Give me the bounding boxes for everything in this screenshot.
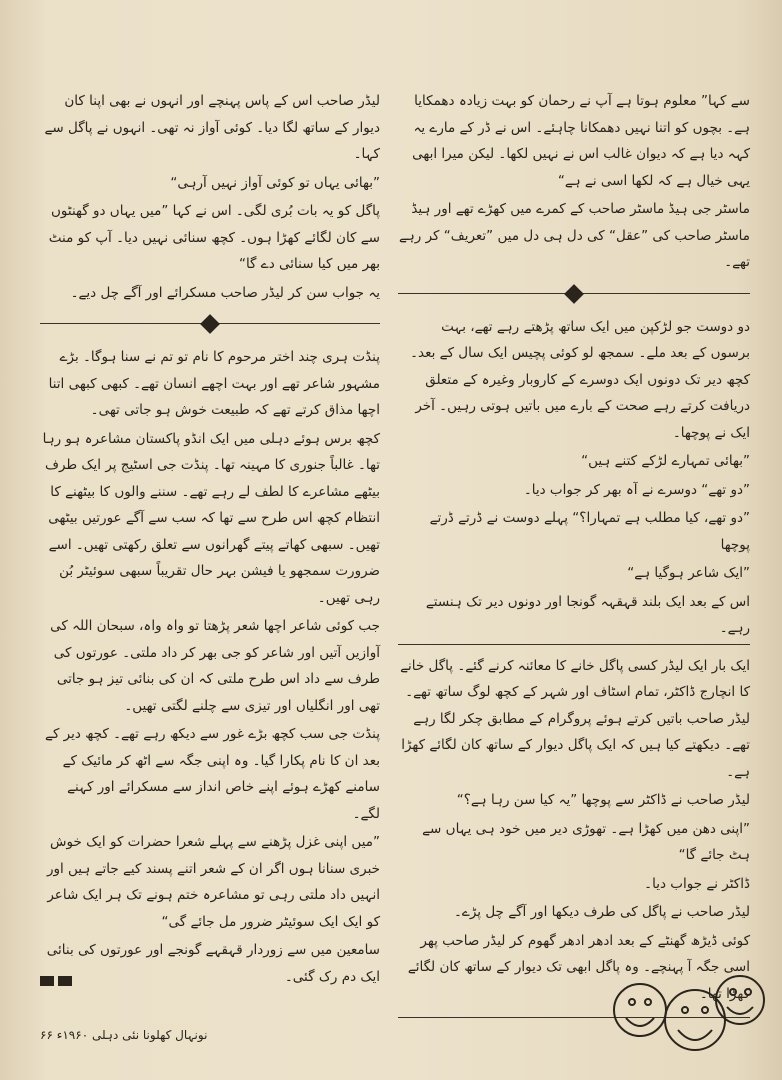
paragraph: ”دو تھے، کیا مطلب ہے تمہارا؟“ پہلے دوست نے ڈرتے ڈرتے پوچھا — [429, 510, 750, 553]
page-footer: نونہال کھلونا نئی دہلی ۱۹۶۰ء ۶۶ — [40, 1028, 208, 1042]
end-mark — [40, 976, 54, 986]
paragraph: ”ایک شاعر ہوگیا ہے“ — [627, 565, 750, 581]
paragraph: یہ جواب سن کر لیڈر صاحب مسکرائے اور آگے چل دیے۔ — [70, 284, 380, 301]
paragraph: ”بھائی یہاں تو کوئی آواز نہیں آرہی“ — [170, 174, 380, 191]
paragraph: کوئی ڈیڑھ گھنٹے کے بعد ادھر ادھر گھوم کر لیڈر صاحب پھر اسی جگہ آ پہنچے۔ وہ پاگل ابھی تک دیوار کے ساتھ کان لگائے کھڑا تھا۔ — [407, 932, 750, 1002]
paragraph: ”میں اپنی غزل پڑھنے سے پہلے شعرا حضرات کو ایک خوش خبری سنانا ہوں اگر ان کے شعر اتنے پسند کیے جاتے ہیں اور انہیں داد ملتی رہی تو مشاعرہ ختم ہونے تک ہر ایک شاعر کو ایک ایک سوئیٹر ضرور مل جائے گی“ — [46, 834, 380, 930]
paragraph: پاگل کو یہ بات بُری لگی۔ اس نے کہا ”میں یہاں دو گھنٹوں سے کان لگائے کھڑا ہوں۔ کچھ سنائی نہیں دیا۔ آپ کو منٹ بھر میں کیا سنائی دے گا“ — [48, 203, 380, 272]
right-column — [398, 88, 750, 1018]
diamond-ornament — [564, 284, 584, 304]
paragraph: پنڈت ہری چند اختر مرحوم کا نام تو تم نے سنا ہوگا۔ بڑے مشہور شاعر تھے اور بہت اچھے انسان تھے۔ کبھی کبھی اتنا اچھا مذاق کرتے تھے کہ طبیعت خوش ہو جاتی تھی۔ — [48, 349, 380, 418]
paragraph: ”اپنی دھن میں کھڑا ہے۔ تھوڑی دیر میں خود ہی یہاں سے ہٹ جائے گا“ — [422, 820, 750, 863]
paragraph: لیڈر صاحب اس کے پاس پہنچے اور انہوں نے بھی اپنا کان دیوار کے ساتھ لگا دیا۔ کوئی آواز نہ تھی۔ انہوں نے پاگل سے کہا۔ — [44, 93, 380, 162]
paragraph: اس کے بعد ایک بلند قہقہہ گونجا اور دونوں دیر تک ہنستے رہے۔ — [425, 593, 750, 636]
paragraph: کچھ برس ہوئے دہلی میں ایک انڈو پاکستان مشاعرہ ہو رہا تھا۔ غالباً جنوری کا مہینہ تھا۔ پنڈت جی اسٹیج پر ایک طرف بیٹھے مشاعرے کا لطف لے رہے تھے۔ سننے والوں کا بیٹھنے کا انتظام کچھ اس طرح سے تھا کہ سب سے آگے عورتیں بیٹھی تھیں۔ سبھی کھاتے پیتے گھرانوں سے تعلق رکھتی تھیں۔ اسے ضرورت سمجھو یا فیشن بہر حال تقریباً سبھی سوئیٹر بُن رہی تھیں۔ — [42, 430, 380, 606]
paragraph: سے کہا” معلوم ہوتا ہے آپ نے رحمان کو بہت زیادہ دھمکایا ہے۔ بچوں کو اتنا نہیں دھمکانا چاہئے۔ اس نے ڈر کے مارے یہ کہہ دیا ہے کہ دیوان غالب اس نے نہیں لکھا۔ لیکن میرا ابھی یہی خیال ہے کہ لکھا اسی نے ہے“ — [412, 93, 750, 189]
laughing-faces-illustration — [600, 940, 770, 1058]
paragraph: جب کوئی شاعر اچھا شعر پڑھتا تو واہ واہ، سبحان اللہ کی آوازیں آتیں اور شاعر کو جی بھر کر داد ملتی۔ عورتوں کی طرف سے داد اس طرح ملتی کہ ان کی بنائی تیز ہو جاتی تھی اور انگلیاں اور تیزی سے چلنے لگتی تھیں۔ — [50, 618, 380, 714]
paragraph: ”بھائی تمہارے لڑکے کتنے ہیں“ — [581, 453, 750, 469]
end-mark — [58, 976, 72, 986]
paragraph: دو دوست جو لڑکپن میں ایک ساتھ پڑھتے رہے تھے، بہت برسوں کے بعد ملے۔ سمجھ لو کوئی پچیس ایک سال کے بعد۔ کچھ دیر تک دونوں ایک دوسرے کے کاروبار وغیرہ کے متعلق دریافت کرتے رہے صحت کے بارے میں باتیں ہوتی رہیں۔ آخر ایک نے پوچھا۔ — [410, 318, 750, 441]
left-column — [40, 88, 380, 992]
paragraph: پنڈت جی سب کچھ بڑے غور سے دیکھ رہے تھے۔ کچھ دیر کے بعد ان کا نام پکارا گیا۔ وہ اپنی جگہ سے اٹھ کر مائیک کے سامنے کھڑے ہوئے اپنے خاص انداز سے مسکرائے اور کہنے لگے۔ — [45, 726, 380, 822]
paragraph: سامعین میں سے زوردار قہقہے گونجے اور عورتوں کی بنائی ایک دم رک گئی۔ — [46, 942, 380, 985]
paragraph: لیڈر صاحب نے پاگل کی طرف دیکھا اور آگے چل پڑے۔ — [454, 904, 750, 920]
paragraph: ڈاکٹر نے جواب دیا۔ — [644, 875, 750, 892]
paragraph: ایک بار ایک لیڈر کسی پاگل خانے کا معائنہ کرنے گئے۔ پاگل خانے کا انچارج ڈاکٹر، تمام اسٹاف اور شہر کے کچھ لوگ ساتھ تھے۔ لیڈر صاحب باتیں کرتے ہوئے پروگرام کے مطابق چکر لگا رہے تھے۔ دیکھتے کیا ہیں کہ ایک پاگل دیوار کے ساتھ کان لگائے کھڑا ہے۔ — [400, 657, 750, 780]
section-divider — [40, 314, 380, 334]
diamond-ornament — [200, 314, 220, 334]
section-divider — [398, 284, 750, 304]
end-marks — [40, 976, 72, 986]
paragraph: ”دو تھے“ دوسرے نے آہ بھر کر جواب دیا۔ — [523, 481, 750, 498]
paragraph: ماسٹر جی ہیڈ ماسٹر صاحب کے کمرے میں کھڑے تھے اور ہیڈ ماسٹر صاحب کی ”عقل“ کی دل ہی دل میں ”تعریف“ کر رہے تھے۔ — [398, 201, 750, 270]
paragraph: لیڈر صاحب نے ڈاکٹر سے پوچھا ”یہ کیا سن رہا ہے؟“ — [456, 792, 750, 808]
